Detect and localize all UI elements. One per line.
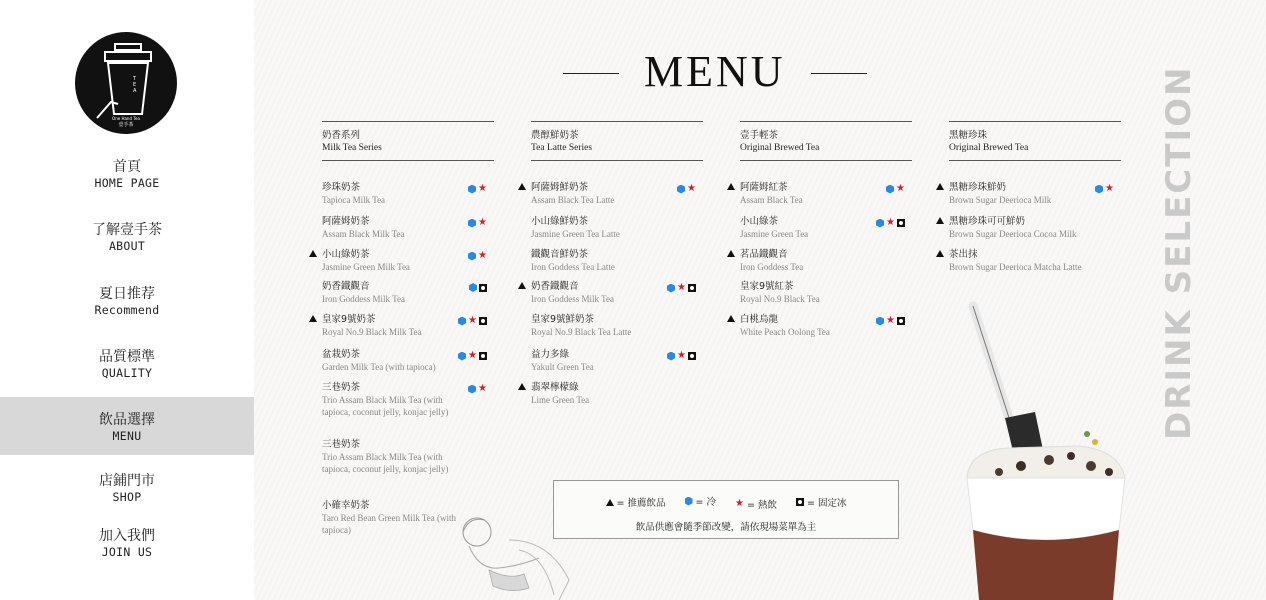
column-title-en: Milk Tea Series <box>322 143 382 153</box>
item-name-zh: 奶香鐵觀音 <box>322 281 370 292</box>
fixed-ice-icon <box>897 317 905 325</box>
item-name-zh: 珍珠奶茶 <box>322 182 361 193</box>
star-icon: ★ <box>677 282 686 293</box>
menu-item <box>949 216 1121 240</box>
nav-en-label: HOME PAGE <box>94 176 160 190</box>
column-header <box>949 121 1121 161</box>
item-icons <box>667 283 696 293</box>
menu-column <box>322 121 494 535</box>
svg-text:壹手茶: 壹手茶 <box>118 122 134 128</box>
item-name-zh: 皇家9號紅茶 <box>740 281 794 292</box>
recommended-triangle-icon <box>518 383 526 390</box>
star-icon: ★ <box>886 315 895 326</box>
nav-en-label: MENU <box>112 429 142 443</box>
svg-text:E: E <box>133 82 137 88</box>
item-name-en: Tapioca Milk Tea <box>322 195 386 205</box>
nav-zh-label: 首頁 <box>113 159 141 175</box>
legend-hot-label: = 熱飲 <box>747 499 777 511</box>
legend-note: 飲品供應會隨季節改變，請依現場菜單為主 <box>635 522 817 533</box>
item-name-zh: 小確幸奶茶 <box>322 500 370 511</box>
item-name-zh: 益力多綠 <box>531 349 570 360</box>
menu-item <box>531 182 703 206</box>
menu-main <box>254 0 1266 600</box>
item-icons <box>677 184 696 194</box>
item-name-en: Assam Black Tea <box>740 195 803 205</box>
item-name-en: Trio Assam Black Milk Tea (with tapioca, coconut jelly, konjac jelly) <box>322 452 449 474</box>
fixed-ice-icon <box>479 284 487 292</box>
star-icon: ★ <box>478 383 487 394</box>
item-name-en: Iron Goddess Tea Latte <box>531 262 615 272</box>
item-name-zh: 小山綠鮮奶茶 <box>531 216 589 227</box>
column-title-zh: 黑糖珍珠 <box>949 130 988 141</box>
item-name-en: Jasmine Green Tea Latte <box>531 229 620 239</box>
nav-item-recommend[interactable] <box>0 285 254 343</box>
nav-en-label: QUALITY <box>101 366 153 380</box>
item-name-en: Royal No.9 Black Tea <box>740 294 820 304</box>
item-icons <box>886 184 905 194</box>
item-icons <box>468 251 487 261</box>
recommended-triangle-icon <box>518 183 526 190</box>
nav-zh-label: 品質標準 <box>99 349 155 365</box>
item-icons <box>458 316 487 326</box>
page-title: MENU <box>644 47 786 96</box>
menu-item <box>949 249 1121 273</box>
menu-item <box>531 216 703 240</box>
item-name-zh: 翡翠檸檬綠 <box>531 382 579 393</box>
item-name-en: Iron Goddess Tea <box>740 262 804 272</box>
cold-icon <box>468 185 476 194</box>
item-name-en: Iron Goddess Milk Tea <box>322 294 405 304</box>
item-name-en: Royal No.9 Black Tea Latte <box>531 327 632 337</box>
item-name-zh: 茗品鐵觀音 <box>740 249 788 260</box>
cold-icon <box>667 284 675 293</box>
cold-icon <box>876 219 884 228</box>
legend-row <box>554 494 898 511</box>
item-icons <box>876 218 905 228</box>
star-icon: ★ <box>735 497 744 509</box>
svg-text:One Hand Tea: One Hand Tea <box>112 116 140 121</box>
item-icons <box>469 283 487 292</box>
item-name-en: Lime Green Tea <box>531 395 590 405</box>
recommended-triangle-icon <box>936 250 944 257</box>
item-name-en: Yakult Green Tea <box>531 362 594 372</box>
item-name-en: Royal No.9 Black Milk Tea <box>322 327 422 337</box>
star-icon: ★ <box>886 217 895 228</box>
recommended-triangle-icon <box>727 183 735 190</box>
nav-en-label: ABOUT <box>108 239 146 253</box>
star-icon: ★ <box>478 217 487 228</box>
column-title-en: Original Brewed Tea <box>949 143 1029 153</box>
column-header <box>322 121 494 161</box>
menu-item <box>531 314 703 338</box>
menu-item <box>322 349 494 373</box>
brand-logo[interactable] <box>75 32 177 134</box>
legend-ice-label: = 固定冰 <box>807 497 847 509</box>
menu-item <box>322 249 494 273</box>
item-name-zh: 阿薩姆奶茶 <box>322 216 370 227</box>
title-rule-left <box>563 73 619 74</box>
item-name-en: Assam Black Tea Latte <box>531 195 615 205</box>
item-name-zh: 皇家9號奶茶 <box>322 314 376 325</box>
legend-hot <box>735 497 777 511</box>
cup-logo-icon <box>75 32 177 134</box>
menu-item <box>322 439 494 475</box>
column-title-zh: 奶香系列 <box>322 130 361 141</box>
item-name-zh: 鐵觀音鮮奶茶 <box>531 249 589 260</box>
fixed-ice-icon <box>479 352 487 360</box>
fixed-ice-icon <box>688 352 696 360</box>
item-icons <box>468 218 487 228</box>
item-name-zh: 盆栽奶茶 <box>322 349 361 360</box>
item-name-zh: 奶香鐵觀音 <box>531 281 579 292</box>
triangle-icon <box>606 499 614 506</box>
menu-item <box>322 314 494 338</box>
cold-icon <box>468 252 476 261</box>
item-name-zh: 阿薩姆紅茶 <box>740 182 788 193</box>
item-name-zh: 阿薩姆鮮奶茶 <box>531 182 589 193</box>
item-name-zh: 三巷奶茶 <box>322 382 361 393</box>
svg-text:A: A <box>133 88 137 94</box>
recommended-triangle-icon <box>309 250 317 257</box>
fixed-ice-icon <box>479 317 487 325</box>
item-name-en: Jasmine Green Milk Tea <box>322 262 410 272</box>
item-name-en: Trio Assam Black Milk Tea (with tapioca, coconut jelly, konjac jelly) <box>322 395 449 417</box>
nav-item-shop[interactable] <box>0 472 254 530</box>
menu-item <box>322 216 494 240</box>
star-icon: ★ <box>478 183 487 194</box>
menu-item <box>531 249 703 273</box>
legend-box <box>553 480 899 539</box>
menu-column <box>531 121 703 405</box>
star-icon: ★ <box>677 350 686 361</box>
item-icons <box>468 384 487 394</box>
nav-en-label: SHOP <box>112 490 142 504</box>
item-name-zh: 茶出抹 <box>949 249 978 260</box>
cold-icon <box>469 283 477 292</box>
menu-item <box>531 382 703 406</box>
cold-icon <box>468 219 476 228</box>
menu-column <box>740 121 912 337</box>
item-icons <box>468 184 487 194</box>
legend-ice <box>796 495 846 509</box>
item-name-en: Jasmine Green Tea <box>740 229 809 239</box>
cold-icon <box>667 352 675 361</box>
nav-zh-label: 店鋪門市 <box>99 473 155 489</box>
legend-cold-label: = 冷 <box>695 497 716 508</box>
item-name-zh: 小山綠奶茶 <box>322 249 370 260</box>
item-name-en: White Peach Oolong Tea <box>740 327 830 337</box>
legend-cold <box>685 494 716 508</box>
item-name-en: Taro Red Bean Green Milk Tea (with tapioca) <box>322 513 457 535</box>
sketch-illustration-icon <box>449 510 589 600</box>
cold-icon <box>468 385 476 394</box>
side-title: DRINK SELECTION <box>1159 65 1199 440</box>
cold-icon <box>458 317 466 326</box>
star-icon: ★ <box>896 183 905 194</box>
column-header <box>531 121 703 161</box>
column-header <box>740 121 912 161</box>
item-name-zh: 白桃烏龍 <box>740 314 779 325</box>
recommended-triangle-icon <box>727 315 735 322</box>
item-name-en: Garden Milk Tea (with tapioca) <box>322 362 436 372</box>
menu-item <box>322 281 494 305</box>
title-rule-right <box>811 73 867 74</box>
column-title-zh: 壹手輕茶 <box>740 130 779 141</box>
menu-item <box>949 182 1121 206</box>
item-name-zh: 小山綠茶 <box>740 216 779 227</box>
menu-item <box>322 382 494 418</box>
nav-item-about[interactable] <box>0 221 254 279</box>
menu-item <box>740 182 912 206</box>
menu-item <box>740 281 912 305</box>
column-title-en: Original Brewed Tea <box>740 143 820 153</box>
nav-zh-label: 加入我們 <box>99 528 155 544</box>
cold-icon <box>886 185 894 194</box>
star-icon: ★ <box>478 250 487 261</box>
legend-recommended-label: = 推薦飲品 <box>616 498 666 509</box>
legend-recommended <box>606 495 666 509</box>
nav-en-label: Recommend <box>94 303 160 317</box>
cold-icon <box>876 317 884 326</box>
item-name-en: Iron Goddess Milk Tea <box>531 294 614 304</box>
menu-column <box>949 121 1121 272</box>
nav-item-menu[interactable] <box>0 397 254 455</box>
menu-item <box>531 349 703 373</box>
item-name-zh: 三巷奶茶 <box>322 439 361 450</box>
recommended-triangle-icon <box>309 315 317 322</box>
star-icon: ★ <box>687 183 696 194</box>
recommended-triangle-icon <box>936 217 944 224</box>
menu-item <box>531 281 703 305</box>
cold-icon <box>685 497 693 506</box>
item-name-en: Assam Black Milk Tea <box>322 229 405 239</box>
menu-item <box>740 249 912 273</box>
star-icon: ★ <box>1105 183 1114 194</box>
item-name-en: Brown Sugar Deerioca Cocoa Milk <box>949 229 1077 239</box>
cold-icon <box>1095 185 1103 194</box>
nav-item-home[interactable] <box>0 158 254 216</box>
item-icons <box>876 316 905 326</box>
star-icon: ★ <box>468 315 477 326</box>
item-icons <box>458 351 487 361</box>
nav-item-join-us[interactable] <box>0 527 254 585</box>
menu-item <box>740 314 912 338</box>
fixed-ice-icon <box>796 498 804 506</box>
drink-illustration-icon <box>959 300 1159 600</box>
recommended-triangle-icon <box>936 183 944 190</box>
item-icons <box>1095 184 1114 194</box>
sidebar <box>0 0 254 600</box>
recommended-triangle-icon <box>518 282 526 289</box>
star-icon: ★ <box>468 350 477 361</box>
item-name-zh: 黑糖珍珠可可鮮奶 <box>949 216 1026 227</box>
svg-text:T: T <box>133 76 137 82</box>
menu-item <box>322 182 494 206</box>
fixed-ice-icon <box>688 284 696 292</box>
fixed-ice-icon <box>897 219 905 227</box>
column-title-zh: 農醇鮮奶茶 <box>531 130 579 141</box>
recommended-triangle-icon <box>727 250 735 257</box>
nav-en-label: JOIN US <box>101 545 153 559</box>
nav-zh-label: 夏日推荐 <box>99 286 155 302</box>
cold-icon <box>458 352 466 361</box>
nav-zh-label: 飲品選擇 <box>99 412 155 428</box>
cold-icon <box>677 185 685 194</box>
menu-item <box>740 216 912 240</box>
item-name-en: Brown Sugar Deerioca Milk <box>949 195 1052 205</box>
column-title-en: Tea Latte Series <box>531 143 593 153</box>
item-icons <box>667 351 696 361</box>
item-name-zh: 皇家9號鮮奶茶 <box>531 314 595 325</box>
item-name-zh: 黑糖珍珠鮮奶 <box>949 182 1007 193</box>
nav-zh-label: 了解壹手茶 <box>92 222 162 238</box>
item-name-en: Brown Sugar Deerioca Matcha Latte <box>949 262 1082 272</box>
